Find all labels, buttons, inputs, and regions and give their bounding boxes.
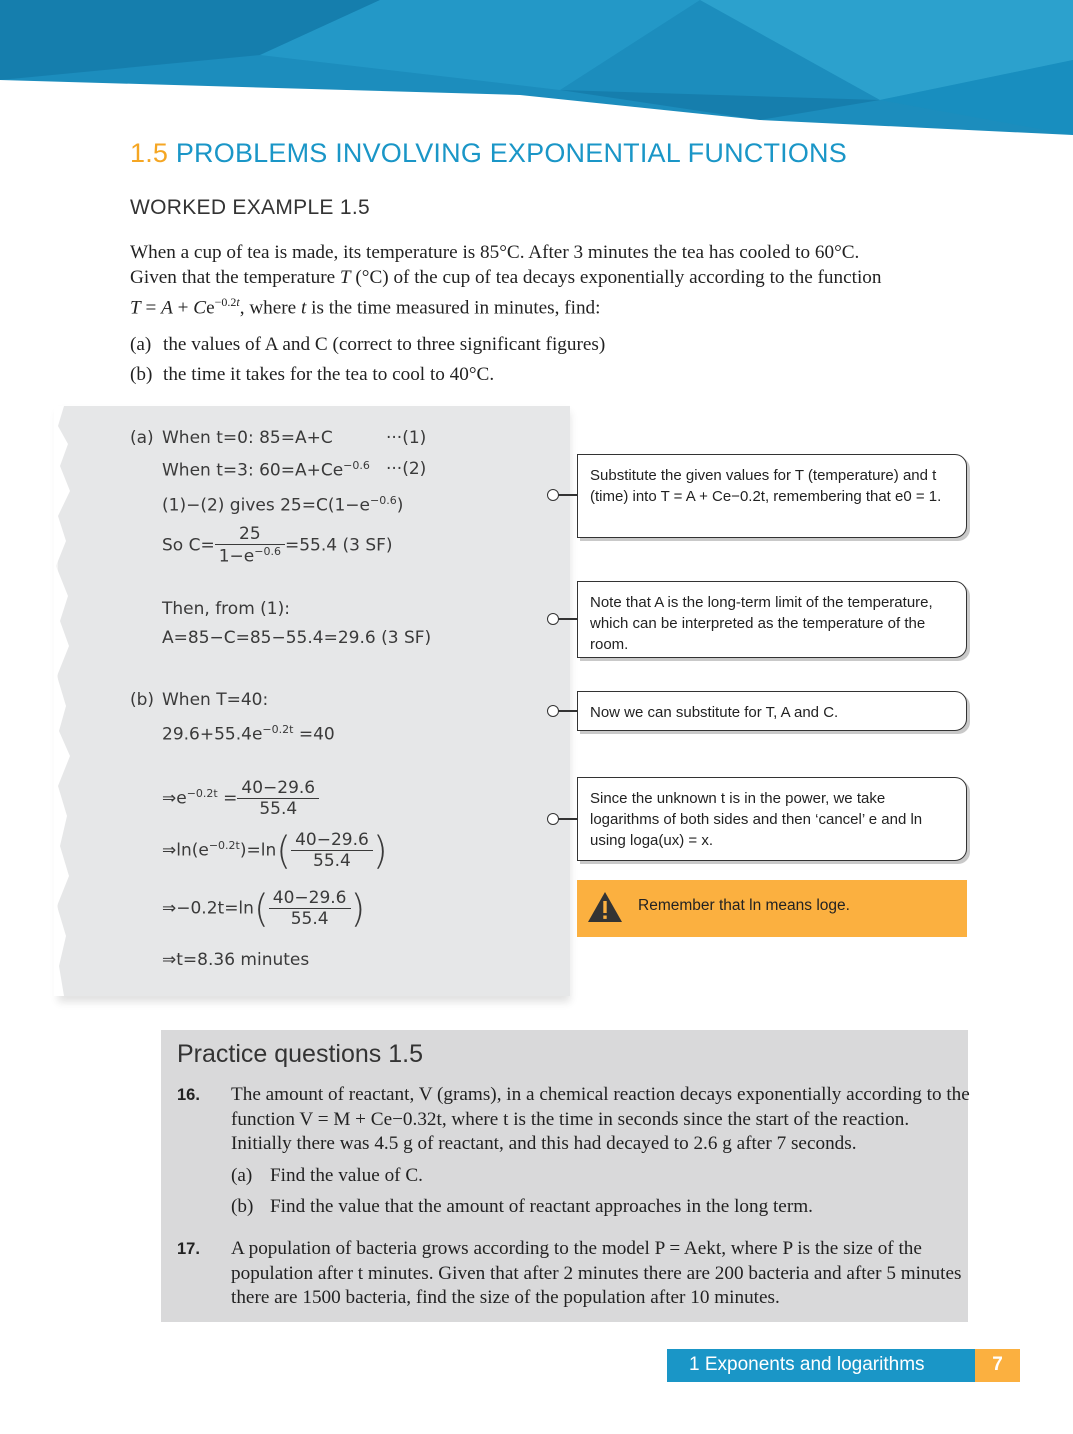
- worked-example-question: [130, 241, 960, 321]
- working-panel: [58, 406, 570, 996]
- work-line-10: $\Rightarrow\ln(e^{-0.2t})=\ln$( $\frac{40-29.6}{55.4}$ ): [162, 828, 388, 873]
- callout-connector-1: [547, 489, 579, 501]
- warning-note: [577, 880, 967, 937]
- work-a-label: (a): [130, 428, 154, 448]
- practice-box: [161, 1030, 968, 1322]
- torn-edge: [54, 406, 82, 996]
- callout-connector-4: [547, 813, 579, 825]
- section-number: 1.5: [130, 138, 169, 168]
- practice-title: Practice questions 1.5: [177, 1040, 423, 1068]
- question-16a: (a) Find the value of C.: [231, 1164, 423, 1186]
- intro-line-1: When a cup of tea is made, its temperature is 85°C. After 3 minutes the tea has cooled to 60°C.: [130, 242, 860, 263]
- work-line-4: So C= $\frac{25}{1-e^{-0.6}}$ =55.4 (3 SF): [162, 524, 393, 567]
- section-title: [130, 138, 847, 169]
- worked-example-title: WORKED EXAMPLE 1.5: [130, 196, 370, 219]
- work-line-2: When t=3: $60=A+Ce^{-0.6}$: [162, 459, 370, 481]
- work-line-12: ⇒t=8.36 minutes: [162, 950, 310, 970]
- work-ref-1: ···(1): [386, 428, 427, 448]
- question-parts: [130, 330, 605, 390]
- work-b-label: (b): [130, 690, 155, 710]
- question-17-number: 17.: [177, 1240, 200, 1258]
- work-line-8: $29.6+55.4e^{-0.2t} =40$: [162, 723, 335, 745]
- work-line-9: $\Rightarrow e^{-0.2t}$ = $\frac{40-29.6}{55.4}$: [162, 778, 319, 819]
- callout-connector-2: [547, 613, 579, 625]
- header-banner: [0, 0, 1073, 140]
- part-a: (a) the values of A and C (correct to three significant figures): [130, 334, 606, 355]
- callout-substitute: Substitute the given values for T (temperature) and t (time) into T = A + Ce−0.2t, remembering that e0 = 1.: [577, 454, 967, 538]
- question-16b: (b) Find the value that the amount of reactant approaches in the long term.: [231, 1196, 813, 1217]
- part-b: (b) the time it takes for the tea to cool to 40°C.: [130, 364, 495, 385]
- callout-connector-3: [547, 705, 579, 717]
- work-line-5: Then, from (1):: [162, 599, 290, 619]
- callout-logarithms: Since the unknown t is in the power, we take logarithms of both sides and then ‘cancel’ e and ln using loga(ux) = x.: [577, 777, 967, 861]
- work-line-6: A=85−C=85−55.4=29.6 (3 SF): [162, 628, 432, 648]
- section-heading: PROBLEMS INVOLVING EXPONENTIAL FUNCTIONS: [175, 138, 847, 168]
- warning-text: Remember that ln means loge.: [638, 897, 850, 914]
- question-17: [177, 1237, 971, 1311]
- question-16-number: 16.: [177, 1086, 200, 1104]
- work-line-11: ⇒−0.2t=ln( $\frac{40-29.6}{55.4}$ ): [162, 886, 366, 931]
- work-line-3: (1)−(2) gives $25=C(1-e^{-0.6})$: [162, 494, 404, 516]
- intro-line-3: $T = A + Ce^{-0.2t}$, where t is the time measured in minutes, find:: [130, 295, 601, 319]
- callout-long-term-limit: Note that A is the long-term limit of the temperature, which can be interpreted as the temperature of the room.: [577, 581, 967, 658]
- work-line-7: When T=40:: [162, 690, 269, 710]
- work-line-1: When t=0: 85=A+C: [162, 428, 333, 448]
- chapter-label: 1 Exponents and logarithms: [667, 1349, 975, 1382]
- intro-line-2: Given that the temperature T (°C) of the cup of tea decays exponentially according to the function: [130, 266, 882, 288]
- callout-substitute-t: Now we can substitute for T, A and C.: [577, 691, 967, 731]
- question-16-text: The amount of reactant, V (grams), in a chemical reaction decays exponentially according to the function V = M + Ce−0.32t, where t is the time in seconds since the start of the reaction. Initially there was 4.5 g of reactant, and this had decayed to 2.6 g after 7 seconds.: [231, 1084, 970, 1154]
- question-16: [177, 1083, 971, 1220]
- warning-icon: [587, 890, 623, 924]
- work-ref-2: ···(2): [386, 459, 427, 479]
- page-number: 7: [975, 1349, 1020, 1382]
- question-17-text: A population of bacteria grows according to the model P = Aekt, where P is the size of the population after t minutes. Given that after 2 minutes there are 200 bacteria and after 5 minutes there are 1500 bacteria, find the size of the population after 10 minutes.: [231, 1238, 962, 1308]
